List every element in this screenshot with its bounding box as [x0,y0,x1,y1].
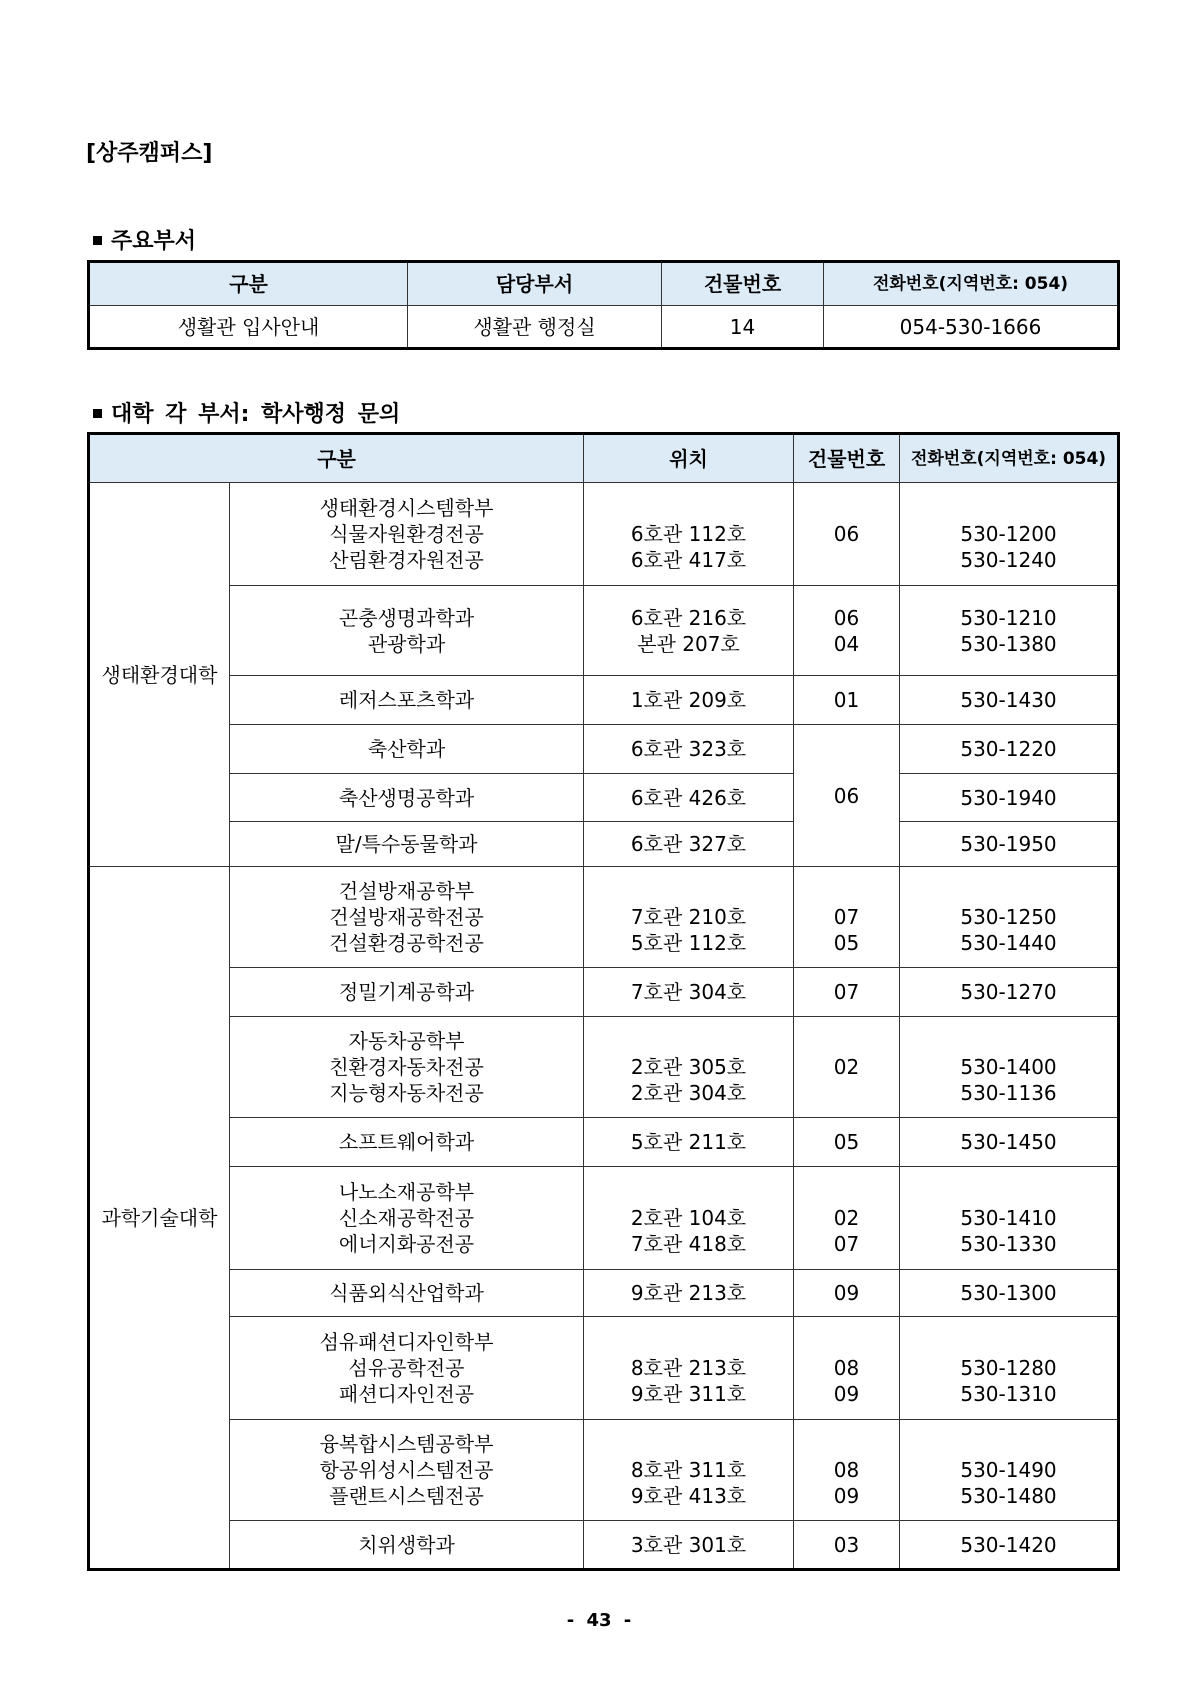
table-row [89,968,1119,1017]
blank-line [794,878,899,904]
location-cell [584,1420,794,1521]
department-name: 식품외식산업학과 [230,1270,584,1317]
location-text: 2호관 305호 [630,1055,747,1079]
department-cell [230,483,584,586]
department-cell [230,1167,584,1270]
blank-line [584,1329,793,1355]
phone-number: 530-1270 [900,968,1119,1017]
department-name: 축산생명공학과 [230,774,584,822]
table-row [89,586,1119,676]
phone-cell [900,867,1119,968]
building-number: 06 [794,725,900,867]
location-text: 6호관 112호 [630,522,747,546]
phone-number: 530-1280 [960,1356,1057,1380]
major-name: 건설방재공학전공 [329,905,484,929]
phone-number: 530-1240 [960,548,1057,572]
building-number: 03 [794,1521,900,1570]
location-text: 8호관 213호 [630,1356,747,1380]
major-name: 플랜트시스템전공 [329,1484,484,1508]
phone-number: 530-1310 [960,1382,1057,1406]
phone-number: 530-1450 [900,1118,1119,1167]
square-bullet-icon [93,236,102,245]
table-row [89,1521,1119,1570]
category-cell: 생활관 입사안내 [89,306,408,349]
building-number: 02 [833,1206,860,1230]
major-name: 식물자원환경전공 [329,522,484,546]
campus-heading: [상주캠퍼스] [86,141,213,166]
major-name: 건설환경공학전공 [329,931,484,955]
table-row [89,867,1119,968]
header-row [89,434,1119,483]
phone-number: 530-1400 [960,1055,1057,1079]
building-number: 06 [794,483,900,586]
location-text: 9호관 213호 [584,1270,794,1317]
location-text: 1호관 209호 [584,676,794,725]
main-departments-table [87,260,1120,350]
phone-number: 530-1950 [900,822,1119,867]
square-bullet-icon [93,409,102,418]
building-number: 04 [833,631,860,656]
department-cell [230,586,584,676]
major-name: 산림환경자원전공 [329,548,484,572]
table-row [89,1167,1119,1270]
department-name: 정밀기계공학과 [230,968,584,1017]
page-number: - 43 - [566,1610,632,1631]
blank-line [794,1179,899,1205]
building-header: 건물번호 [794,434,900,483]
table-row [89,1118,1119,1167]
location-text: 5호관 211호 [584,1118,794,1167]
building-header: 건물번호 [662,262,824,306]
phone-cell [900,483,1119,586]
building-cell [794,586,900,676]
phone-number: 054-530-1666 [824,306,1119,349]
department-name: 레저스포츠학과 [230,676,584,725]
department-cell [230,867,584,968]
phone-header: 전화번호(지역번호: 054) [824,262,1119,306]
building-number: 09 [833,1382,860,1406]
location-cell [584,1167,794,1270]
college-name: 과학기술대학 [89,867,230,1570]
building-number: 06 [833,605,860,630]
blank-line [900,1329,1117,1355]
blank-line [584,495,793,521]
phone-number: 530-1300 [900,1270,1119,1317]
college-departments-heading [87,402,400,428]
phone-cell [900,1317,1119,1420]
phone-number: 530-1490 [960,1458,1057,1482]
blank-line [794,1431,899,1457]
building-number: 07 [833,1232,860,1256]
building-number: 09 [794,1270,900,1317]
location-text: 2호관 104호 [630,1206,747,1230]
phone-header: 전화번호(지역번호: 054) [900,434,1119,483]
department-name: 관광학과 [367,631,446,656]
blank-line [900,1028,1117,1054]
division-name: 건설방재공학부 [338,879,475,903]
phone-number: 530-1480 [960,1484,1057,1508]
phone-number: 530-1210 [960,605,1057,630]
main-departments-heading-text: 주요부서 [111,229,197,254]
blank-line [900,495,1117,521]
building-number: 07 [833,905,860,929]
department-name: 소프트웨어학과 [230,1118,584,1167]
phone-number: 530-1200 [960,522,1057,546]
table-row [89,676,1119,725]
department-cell [230,1420,584,1521]
phone-number: 530-1940 [900,774,1119,822]
location-text: 8호관 311호 [630,1458,747,1482]
phone-number: 530-1250 [960,905,1057,929]
building-number: 05 [794,1118,900,1167]
location-header: 위치 [584,434,794,483]
location-text: 6호관 323호 [584,725,794,774]
building-cell [794,1317,900,1420]
location-text: 3호관 301호 [584,1521,794,1570]
location-text: 6호관 426호 [584,774,794,822]
department-cell [230,1017,584,1118]
phone-number: 530-1220 [900,725,1119,774]
phone-cell [900,1420,1119,1521]
department-name: 말/특수동물학과 [230,822,584,867]
table-row [89,725,1119,774]
department-header: 담당부서 [408,262,662,306]
blank-line [900,1431,1117,1457]
table-row [89,1017,1119,1118]
location-cell [584,586,794,676]
location-text: 2호관 304호 [630,1081,747,1105]
building-number: 14 [662,306,824,349]
college-name: 생태환경대학 [89,483,230,867]
department-cell: 생활관 행정실 [408,306,662,349]
location-cell [584,483,794,586]
building-number: 05 [833,931,860,955]
table-row [89,774,1119,822]
phone-cell [900,1167,1119,1270]
department-name: 곤충생명과학과 [338,605,475,630]
location-text: 6호관 216호 [630,605,747,630]
division-name: 섬유패션디자인학부 [319,1330,494,1354]
location-text: 9호관 413호 [630,1484,747,1508]
blank-line [584,1028,793,1054]
phone-number: 530-1380 [960,631,1057,656]
table-row [89,1420,1119,1521]
division-name: 자동차공학부 [348,1029,465,1053]
phone-number: 530-1420 [900,1521,1119,1570]
phone-number: 530-1430 [900,676,1119,725]
phone-number: 530-1440 [960,931,1057,955]
phone-number: 530-1410 [960,1206,1057,1230]
location-text: 본관 207호 [637,631,740,656]
location-text: 5호관 112호 [630,931,747,955]
department-cell [230,1317,584,1420]
blank-line [794,1329,899,1355]
category-header: 구분 [89,262,408,306]
division-name: 나노소재공학부 [338,1180,475,1204]
blank-line [900,878,1117,904]
major-name: 항공위성시스템전공 [319,1458,494,1482]
main-departments-heading [87,229,196,255]
division-name: 생태환경시스템학부 [319,496,494,520]
building-number: 08 [833,1356,860,1380]
location-text: 7호관 418호 [630,1232,747,1256]
division-name: 융복합시스템공학부 [319,1432,494,1456]
building-number: 09 [833,1484,860,1508]
phone-cell [900,586,1119,676]
building-number: 02 [794,1017,900,1118]
major-name: 친환경자동차전공 [329,1055,484,1079]
table-row [89,1270,1119,1317]
building-number: 07 [794,968,900,1017]
college-departments-heading-text: 대학 각 부서: 학사행정 문의 [111,402,401,427]
header-row [89,262,1119,306]
major-name: 지능형자동차전공 [329,1081,484,1105]
building-cell [794,1167,900,1270]
location-text: 7호관 304호 [584,968,794,1017]
blank-line [584,878,793,904]
blank-line [900,1179,1117,1205]
location-text: 7호관 210호 [630,905,747,929]
table-row [89,483,1119,586]
blank-line [584,1179,793,1205]
major-name: 섬유공학전공 [348,1356,465,1380]
blank-line [584,1431,793,1457]
major-name: 패션디자인전공 [338,1382,475,1406]
category-header: 구분 [89,434,584,483]
table-row [89,1317,1119,1420]
location-text: 6호관 417호 [630,548,747,572]
location-cell [584,1017,794,1118]
location-cell [584,1317,794,1420]
table-row [89,306,1119,349]
location-text: 6호관 327호 [584,822,794,867]
phone-cell [900,1017,1119,1118]
department-name: 치위생학과 [230,1521,584,1570]
major-name: 신소재공학전공 [338,1206,475,1230]
building-cell [794,1420,900,1521]
building-number: 01 [794,676,900,725]
table-row [89,822,1119,867]
major-name: 에너지화공전공 [338,1232,475,1256]
college-departments-table [87,432,1120,1571]
location-cell [584,867,794,968]
building-cell [794,867,900,968]
building-number: 08 [833,1458,860,1482]
location-text: 9호관 311호 [630,1382,747,1406]
department-name: 축산학과 [230,725,584,774]
phone-number: 530-1136 [960,1081,1057,1105]
phone-number: 530-1330 [960,1232,1057,1256]
